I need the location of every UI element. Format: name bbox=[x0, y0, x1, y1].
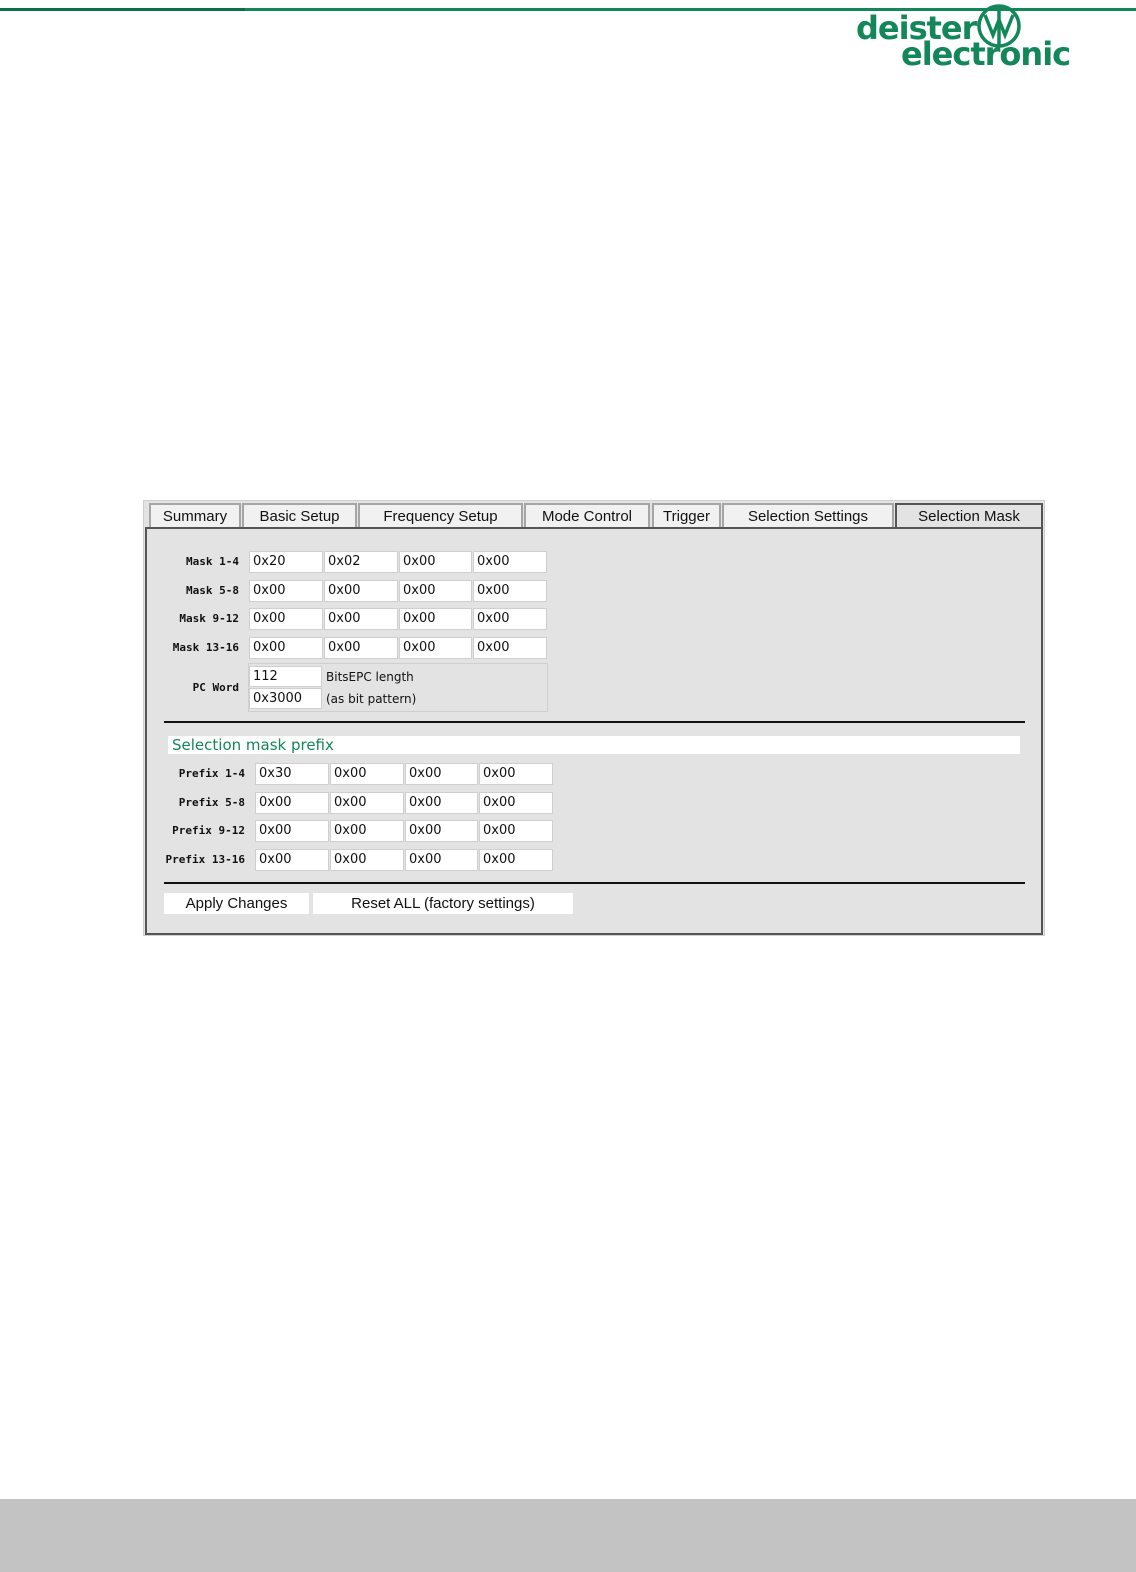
tab-frequency-setup[interactable]: Frequency Setup bbox=[358, 503, 523, 527]
tab-summary[interactable]: Summary bbox=[149, 503, 241, 527]
tab-trigger[interactable]: Trigger bbox=[652, 503, 721, 527]
section-divider bbox=[164, 721, 1025, 723]
prefix-byte-field[interactable]: 0x00 bbox=[255, 849, 329, 871]
tab-selection-mask[interactable]: Selection Mask bbox=[895, 503, 1043, 527]
prefix-byte-field[interactable]: 0x00 bbox=[405, 820, 478, 842]
prefix-byte-field[interactable]: 0x00 bbox=[479, 849, 553, 871]
brand-mark-icon bbox=[974, 2, 1024, 50]
mask-byte-field[interactable]: 0x00 bbox=[399, 608, 472, 630]
prefix-byte-field[interactable]: 0x00 bbox=[405, 763, 478, 785]
mask-byte-field[interactable]: 0x00 bbox=[399, 580, 472, 602]
header-rule-accent bbox=[0, 8, 245, 11]
tab-bar bbox=[147, 503, 1043, 527]
mask-byte-field[interactable]: 0x00 bbox=[399, 551, 472, 573]
prefix-byte-field[interactable]: 0x00 bbox=[479, 792, 553, 814]
tab-mode-control[interactable]: Mode Control bbox=[524, 503, 650, 527]
mask-byte-field[interactable]: 0x20 bbox=[249, 551, 323, 573]
prefix-byte-field[interactable]: 0x30 bbox=[255, 763, 329, 785]
pc-pattern-note: (as bit pattern) bbox=[326, 692, 417, 706]
prefix-byte-field[interactable]: 0x00 bbox=[479, 763, 553, 785]
prefix-byte-field[interactable]: 0x00 bbox=[405, 792, 478, 814]
brand-logo bbox=[852, 0, 1071, 74]
mask-row-label: Mask 9-12 bbox=[179, 612, 239, 625]
pc-word-label: PC Word bbox=[192, 681, 239, 694]
prefix-byte-field[interactable]: 0x00 bbox=[405, 849, 478, 871]
prefix-section-title: Selection mask prefix bbox=[168, 736, 1020, 754]
mask-byte-field[interactable]: 0x00 bbox=[473, 637, 547, 659]
mask-byte-field[interactable]: 0x00 bbox=[324, 580, 398, 602]
brand-line-1: deister bbox=[856, 9, 977, 47]
footer-band bbox=[0, 1499, 1136, 1572]
tab-selection-settings[interactable]: Selection Settings bbox=[722, 503, 894, 527]
mask-row-label: Mask 13-16 bbox=[172, 641, 239, 654]
prefix-row-label: Prefix 1-4 bbox=[178, 767, 245, 780]
mask-row-label: Mask 5-8 bbox=[186, 584, 239, 597]
epc-length-note: BitsEPC length bbox=[326, 670, 414, 684]
prefix-byte-field[interactable]: 0x00 bbox=[330, 792, 404, 814]
mask-byte-field[interactable]: 0x00 bbox=[473, 580, 547, 602]
epc-length-field[interactable]: 112 bbox=[249, 666, 322, 687]
brand-line-2: electronic bbox=[901, 35, 1071, 73]
mask-byte-field[interactable]: 0x00 bbox=[324, 637, 398, 659]
pc-pattern-field[interactable]: 0x3000 bbox=[249, 688, 322, 709]
prefix-byte-field[interactable]: 0x00 bbox=[255, 792, 329, 814]
prefix-byte-field[interactable]: 0x00 bbox=[255, 820, 329, 842]
apply-changes-button[interactable]: Apply Changes bbox=[164, 893, 309, 914]
prefix-byte-field[interactable]: 0x00 bbox=[479, 820, 553, 842]
prefix-row-label: Prefix 13-16 bbox=[165, 853, 245, 866]
prefix-byte-field[interactable]: 0x00 bbox=[330, 820, 404, 842]
mask-byte-field[interactable]: 0x00 bbox=[324, 608, 398, 630]
prefix-row-label: Prefix 5-8 bbox=[178, 796, 245, 809]
prefix-byte-field[interactable]: 0x00 bbox=[330, 849, 404, 871]
mask-byte-field[interactable]: 0x02 bbox=[324, 551, 398, 573]
mask-byte-field[interactable]: 0x00 bbox=[249, 637, 323, 659]
section-divider bbox=[164, 882, 1025, 884]
mask-byte-field[interactable]: 0x00 bbox=[399, 637, 472, 659]
mask-byte-field[interactable]: 0x00 bbox=[249, 608, 323, 630]
mask-byte-field[interactable]: 0x00 bbox=[473, 551, 547, 573]
mask-byte-field[interactable]: 0x00 bbox=[249, 580, 323, 602]
mask-byte-field[interactable]: 0x00 bbox=[473, 608, 547, 630]
mask-row-label: Mask 1-4 bbox=[186, 555, 239, 568]
reset-all-button[interactable]: Reset ALL (factory settings) bbox=[313, 893, 573, 914]
prefix-byte-field[interactable]: 0x00 bbox=[330, 763, 404, 785]
prefix-row-label: Prefix 9-12 bbox=[172, 824, 245, 837]
tab-basic-setup[interactable]: Basic Setup bbox=[242, 503, 357, 527]
